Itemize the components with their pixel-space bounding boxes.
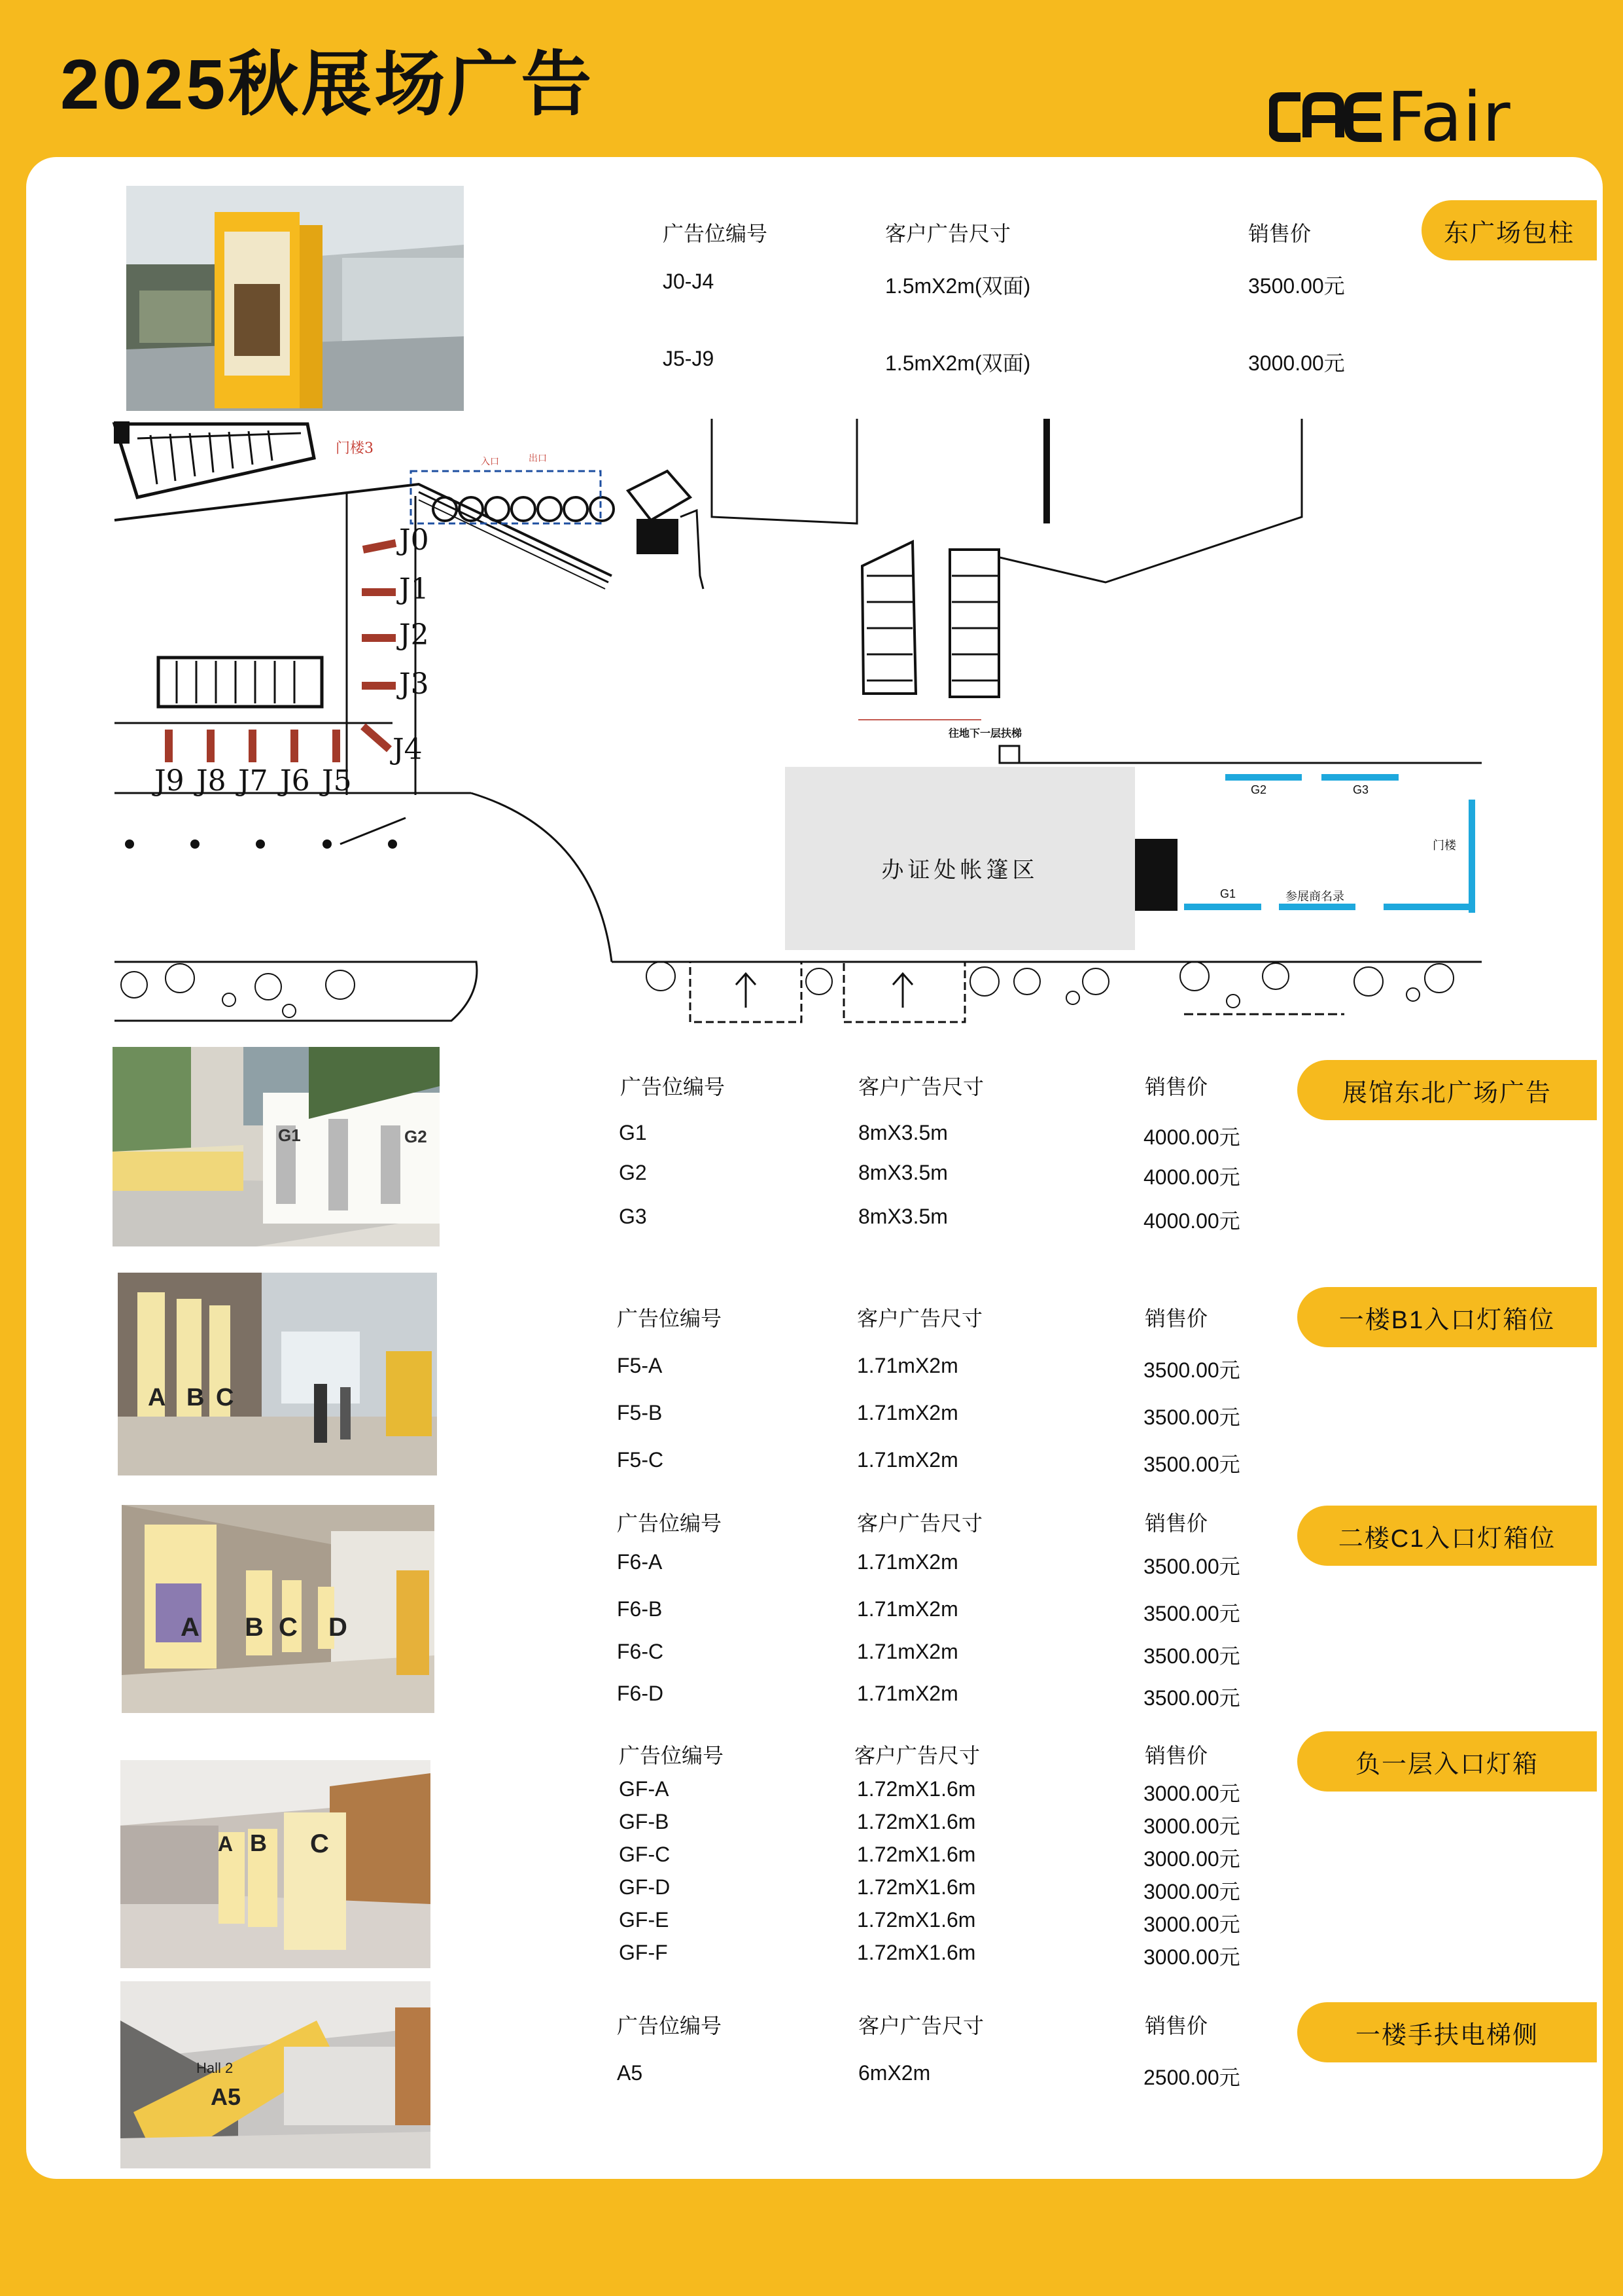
section-tag-c1-entrance: 二楼C1入口灯箱位 (1297, 1506, 1597, 1566)
col-header-code: 广告位编号 (617, 1511, 722, 1535)
pillar-label-j2: J2 (399, 618, 429, 652)
row-code: G2 (619, 1161, 647, 1184)
photo-label-a5: A5 (211, 2083, 241, 2110)
row-size: 1.72mX1.6m (857, 1777, 976, 1801)
gate3-label: 门楼3 (336, 440, 374, 457)
row-price: 3000.00元 (1248, 351, 1345, 375)
row-code: F5-A (617, 1354, 663, 1377)
row-code: J0-J4 (663, 270, 714, 293)
photo-label-f5-c: C (216, 1384, 234, 1411)
col-header-price: 销售价 (1145, 1307, 1208, 1330)
row-size: 1.71mX2m (857, 1640, 958, 1663)
row-code: F5-C (617, 1448, 664, 1472)
row-size: 1.72mX1.6m (857, 1941, 976, 1964)
row-size: 1.71mX2m (857, 1401, 958, 1424)
row-size: 1.5mX2m(双面) (885, 351, 1031, 375)
row-code: GF-E (619, 1908, 669, 1932)
row-price: 3000.00元 (1143, 1913, 1240, 1936)
row-code: GF-C (619, 1843, 671, 1866)
row-price: 3000.00元 (1143, 1880, 1240, 1903)
row-size: 8mX3.5m (858, 1205, 948, 1228)
row-size: 1.71mX2m (857, 1354, 958, 1377)
photo-label-f6-b: B (245, 1613, 264, 1642)
col-header-code: 广告位编号 (617, 1307, 722, 1330)
photo-label-gf-c: C (310, 1829, 329, 1858)
row-price: 3000.00元 (1143, 1814, 1240, 1838)
gate-label: 门楼 (1433, 839, 1456, 852)
col-header-price: 销售价 (1145, 1511, 1208, 1535)
row-size: 1.71mX2m (857, 1550, 958, 1574)
pillar-label-j1: J1 (399, 573, 429, 606)
row-price: 4000.00元 (1143, 1165, 1240, 1189)
northeast-plaza-photo (113, 1047, 440, 1246)
photo-label-gf-b: B (250, 1829, 267, 1856)
row-code: J5-J9 (663, 347, 714, 370)
pillar-label-j4: J4 (393, 733, 423, 766)
row-code: G3 (619, 1205, 647, 1228)
entrance-label: 入口 (481, 456, 499, 467)
banner-label-g3: G3 (1353, 783, 1369, 796)
row-code: F6-B (617, 1597, 663, 1621)
pillar-label-j0: J0 (399, 523, 429, 557)
row-code: F6-D (617, 1682, 664, 1705)
pillar-label-j7: J7 (238, 764, 268, 798)
col-header-code: 广告位编号 (619, 1744, 724, 1767)
section-tag-northeast-plaza: 展馆东北广场广告 (1297, 1060, 1597, 1120)
row-price: 3500.00元 (1248, 274, 1345, 298)
row-size: 1.72mX1.6m (857, 1810, 976, 1833)
col-header-size: 客户广告尺寸 (858, 2014, 985, 2038)
row-size: 8mX3.5m (858, 1161, 948, 1184)
row-code: F6-A (617, 1550, 663, 1574)
photo-label-f6-c: C (279, 1613, 298, 1642)
pillar-label-j3: J3 (399, 667, 429, 701)
row-code: GF-A (619, 1777, 669, 1801)
section-tag-basement-entrance: 负一层入口灯箱 (1297, 1731, 1597, 1792)
row-code: GF-B (619, 1810, 669, 1833)
row-code: G1 (619, 1121, 647, 1144)
section-tag-escalator-side: 一楼手扶电梯侧 (1297, 2002, 1597, 2062)
photo-label-f6-a: A (181, 1613, 200, 1642)
photo-label-f5-a: A (148, 1384, 166, 1411)
section-tag-b1-entrance: 一楼B1入口灯箱位 (1297, 1287, 1597, 1347)
c1-entrance-lightbox-photo (122, 1505, 434, 1713)
pillar-label-j9: J9 (154, 764, 184, 798)
col-header-size: 客户广告尺寸 (857, 1307, 983, 1330)
exhibitor-list-label: 参展商名录 (1285, 890, 1344, 903)
col-header-code: 广告位编号 (663, 222, 768, 245)
col-header-size: 客户广告尺寸 (854, 1744, 981, 1767)
row-code: A5 (617, 2061, 643, 2085)
photo-label-f6-d: D (328, 1613, 347, 1642)
row-size: 8mX3.5m (858, 1121, 948, 1144)
row-size: 1.72mX1.6m (857, 1908, 976, 1932)
pillar-label-j8: J8 (196, 764, 226, 798)
photo-label-g2: G2 (404, 1127, 427, 1146)
row-price: 3000.00元 (1143, 1847, 1240, 1871)
escalator-label: 往地下一层扶梯 (949, 728, 1022, 739)
escalator-side-photo (120, 1981, 430, 2168)
col-header-price: 销售价 (1145, 1744, 1208, 1767)
row-size: 1.5mX2m(双面) (885, 274, 1031, 298)
row-size: 1.71mX2m (857, 1597, 958, 1621)
exit-label: 出口 (529, 453, 547, 463)
row-price: 3500.00元 (1143, 1602, 1240, 1625)
banner-label-g2: G2 (1251, 783, 1267, 796)
row-price: 3500.00元 (1143, 1358, 1240, 1382)
row-price: 3500.00元 (1143, 1555, 1240, 1578)
col-header-price: 销售价 (1145, 2014, 1208, 2038)
row-code: F6-C (617, 1640, 664, 1663)
row-price: 4000.00元 (1143, 1125, 1240, 1149)
col-header-code: 广告位编号 (617, 2014, 722, 2038)
photo-sign-hall2: Hall 2 (196, 2060, 234, 2076)
row-price: 3500.00元 (1143, 1405, 1240, 1429)
photo-label-gf-a: A (218, 1832, 234, 1856)
col-header-size: 客户广告尺寸 (857, 1511, 983, 1535)
row-price: 3500.00元 (1143, 1453, 1240, 1476)
banner-label-g1: G1 (1220, 887, 1236, 900)
row-size: 1.72mX1.6m (857, 1875, 976, 1899)
basement-entrance-lightbox-photo (120, 1760, 430, 1968)
row-price: 2500.00元 (1143, 2066, 1240, 2089)
col-header-size: 客户广告尺寸 (858, 1075, 985, 1099)
col-header-size: 客户广告尺寸 (885, 222, 1011, 245)
row-price: 3000.00元 (1143, 1782, 1240, 1805)
row-price: 3500.00元 (1143, 1644, 1240, 1668)
section-tag-east-plaza: 东广场包柱 (1422, 200, 1597, 260)
tent-area-label: 办证处帐篷区 (881, 858, 1039, 883)
pillar-label-j6: J6 (280, 764, 310, 798)
row-price: 3500.00元 (1143, 1686, 1240, 1710)
row-code: GF-F (619, 1941, 668, 1964)
row-size: 1.72mX1.6m (857, 1843, 976, 1866)
logo-fair-text: Fair (1387, 77, 1511, 157)
photo-label-f5-b: B (186, 1384, 205, 1411)
row-size: 1.71mX2m (857, 1448, 958, 1472)
photo-label-g1: G1 (278, 1125, 301, 1145)
b1-entrance-lightbox-photo (118, 1273, 437, 1475)
row-size: 6mX2m (858, 2061, 931, 2085)
pillar-label-j5: J5 (322, 764, 352, 798)
row-code: GF-D (619, 1875, 671, 1899)
row-price: 3000.00元 (1143, 1945, 1240, 1969)
row-code: F5-B (617, 1401, 663, 1424)
row-size: 1.71mX2m (857, 1682, 958, 1705)
col-header-price: 销售价 (1248, 222, 1312, 245)
col-header-price: 销售价 (1145, 1075, 1208, 1099)
col-header-code: 广告位编号 (620, 1075, 725, 1099)
site-map (0, 0, 1623, 1047)
row-price: 4000.00元 (1143, 1209, 1240, 1233)
page-title: 2025秋展场广告 (60, 44, 595, 124)
